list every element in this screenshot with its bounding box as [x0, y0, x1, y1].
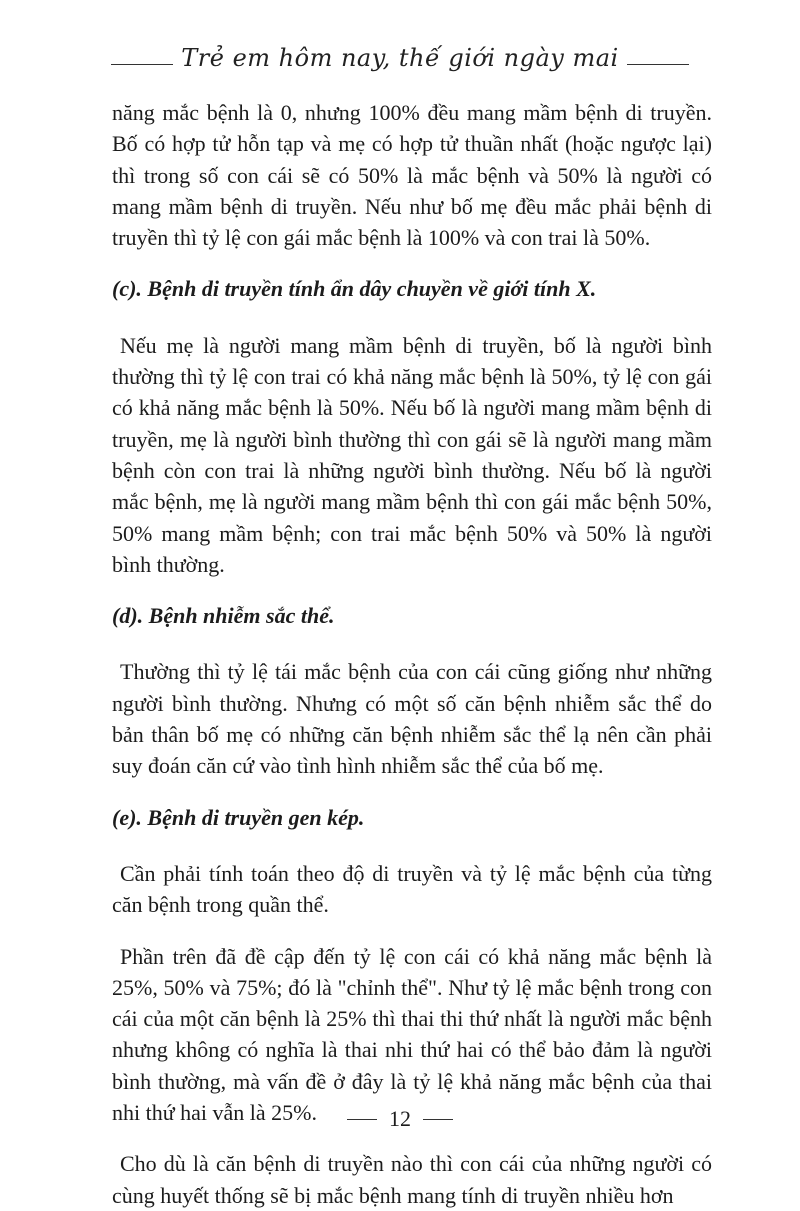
subheading-c: (c). Bệnh di truyền tính ẩn dây chuyền về giới tính X.: [112, 276, 597, 302]
paragraph: Thường thì tỷ lệ tái mắc bệnh của con cái cũng giống như những người bình thường. Nhưng có một số căn bệnh nhiễm sắc thể do bản thân bố mẹ có những căn bệnh nhiễm sắc thể lạ nên cần phải suy đoán căn cứ vào tình hình nhiễm sắc thể của bố mẹ.: [112, 659, 712, 779]
page-body: [112, 97, 712, 1211]
subheading-e: (e). Bệnh di truyền gen kép.: [112, 804, 365, 830]
paragraph: Phần trên đã đề cập đến tỷ lệ con cái có khả năng mắc bệnh là 25%, 50% và 75%; đó là "chỉnh thể". Như tỷ lệ mắc bệnh trong con cái của một căn bệnh là 25% thì thai thi thứ nhất là người mắc bệnh nhưng không có nghĩa là thai nhi thứ hai có thể bảo đảm là người bình thường, mà vấn đề ở đây là tỷ lệ khả năng mắc bệnh của thai nhi thứ hai vẫn là 25%.: [112, 943, 712, 1126]
running-title: Trẻ em hôm nay, thế giới ngày mai: [181, 44, 619, 72]
paragraph-continued: năng mắc bệnh là 0, nhưng 100% đều mang mầm bệnh di truyền. Bố có hợp tử hỗn tạp và mẹ có hợp tử thuần nhất (hoặc ngược lại) thì trong số con cái sẽ có 50% là mắc bệnh và 50% là người có mang mầm bệnh di truyền. Nếu như bố mẹ đều mắc phải bệnh di truyền thì tỷ lệ con gái mắc bệnh là 100% và con trai là 50%.: [112, 100, 712, 251]
paragraph: Cho dù là căn bệnh di truyền nào thì con cái của những người có cùng huyết thống sẽ bị mắc bệnh mang tính di truyền nhiều hơn: [112, 1151, 712, 1208]
footer-rule-right: [423, 1119, 453, 1120]
page-footer: [0, 1106, 800, 1132]
paragraph: Cần phải tính toán theo độ di truyền và tỷ lệ mắc bệnh của từng căn bệnh trong quần thể.: [112, 860, 712, 918]
footer-rule-left: [347, 1119, 377, 1120]
header-rule-left: [111, 64, 173, 65]
running-header: [0, 44, 800, 72]
page-number: 12: [389, 1106, 411, 1131]
subheading-d: (d). Bệnh nhiễm sắc thể.: [112, 603, 335, 629]
paragraph: Nếu mẹ là người mang mầm bệnh di truyền, bố là người bình thường thì tỷ lệ con trai có khả năng mắc bệnh là 50%, tỷ lệ con gái có khả năng mắc bệnh là 50%. Nếu bố là người mang mầm bệnh di truyền, mẹ là người bình thường thì con gái sẽ là người mang mầm bệnh còn con trai là những người bình thường. Nếu bố là người mắc bệnh, mẹ là người mang mầm bệnh thì con gái mắc bệnh 50%, 50% mang mầm bệnh; con trai mắc bệnh 50% và 50% là người bình thường.: [112, 332, 712, 577]
header-rule-right: [627, 64, 689, 65]
